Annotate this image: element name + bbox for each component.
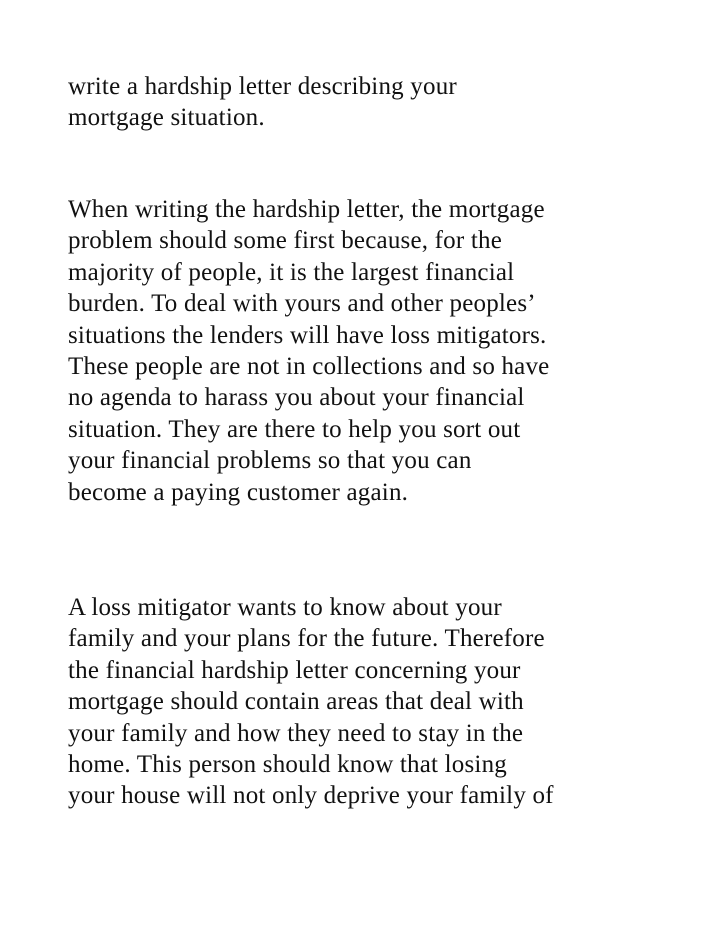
text-line: write a hardship letter describing your xyxy=(68,73,457,100)
text-line: majority of people, it is the largest financial xyxy=(68,258,515,286)
text-line: family and your plans for the future. Therefore xyxy=(68,625,545,653)
text-line: mortgage should contain areas that deal with xyxy=(68,688,524,716)
text-line: no agenda to harass you about your financial xyxy=(68,384,525,412)
text-line: burden. To deal with yours and other peoples’ xyxy=(68,290,536,318)
text-line: home. This person should know that losing xyxy=(68,751,507,779)
paragraph-2 xyxy=(68,194,668,508)
text-line: mortgage situation. xyxy=(68,104,265,132)
text-line: These people are not in collections and so have xyxy=(68,353,550,381)
text-line: the financial hardship letter concerning your xyxy=(68,656,521,684)
text-line: situation. They are there to help you sort out xyxy=(68,415,521,443)
text-line: your house will not only deprive your family of xyxy=(68,782,554,810)
text-line: your financial problems so that you can xyxy=(68,447,472,475)
text-line: When writing the hardship letter, the mortgage xyxy=(68,196,545,223)
text-line: A loss mitigator wants to know about your xyxy=(68,594,502,621)
text-line: your family and how they need to stay in the xyxy=(68,719,524,747)
text-line: problem should some first because, for the xyxy=(68,227,502,255)
text-line: become a paying customer again. xyxy=(68,478,409,506)
paragraph-1 xyxy=(68,71,668,134)
paragraph-3 xyxy=(68,592,668,812)
text-line: situations the lenders will have loss mitigators. xyxy=(68,321,547,349)
